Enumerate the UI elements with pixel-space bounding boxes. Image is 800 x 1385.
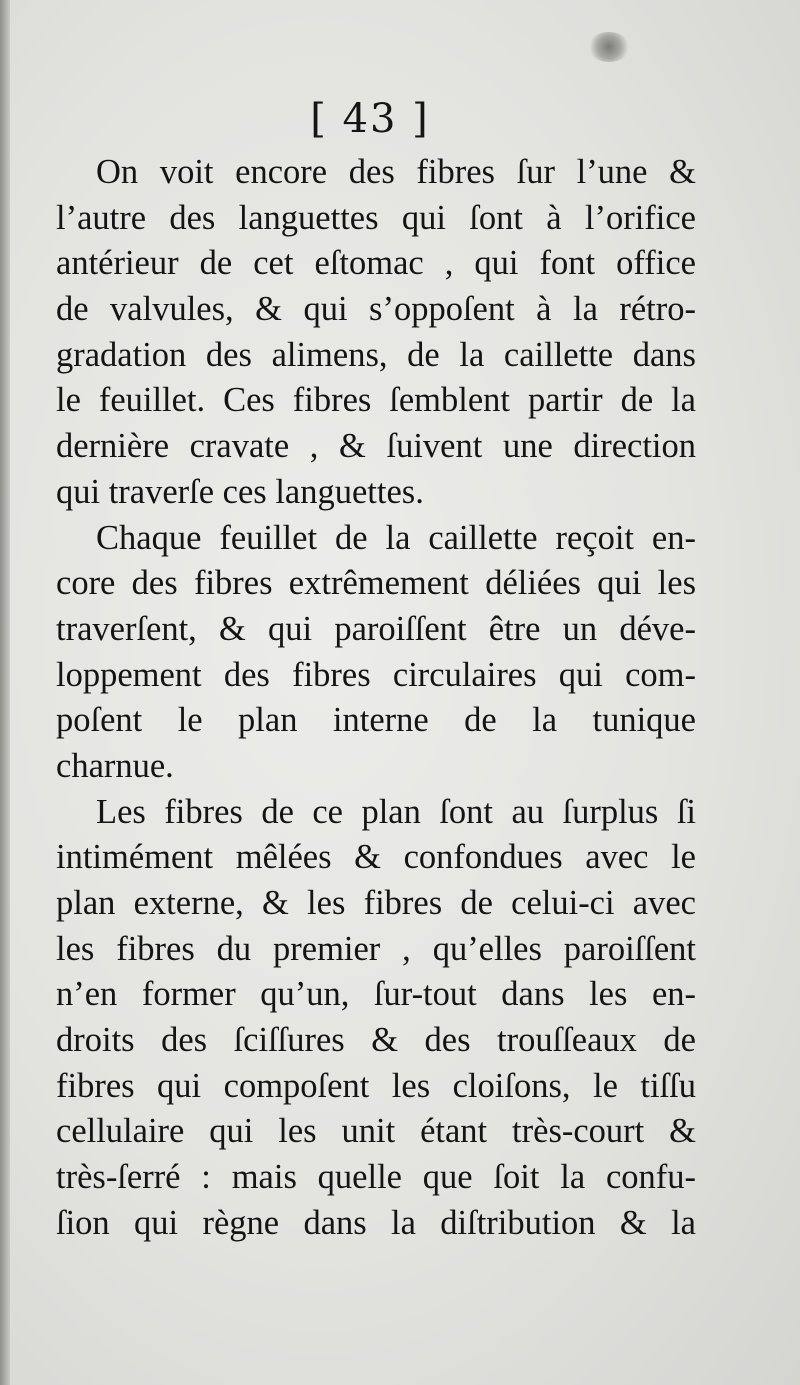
text-line: traverſent, & qui paroiſſent être un déve- (56, 609, 696, 648)
text-line: ſion qui règne dans la diſtribution & la (56, 1203, 696, 1242)
text-line: charnue. (56, 746, 174, 785)
text-line: Les fibres de ce plan ſont au ſurplus ſi (96, 792, 696, 831)
body-text (56, 150, 696, 1247)
text-line: On voit encore des fibres ſur l’une & (96, 153, 696, 191)
text-line: les fibres du premier , qu’elles paroiſſent (56, 929, 696, 968)
ink-stain (588, 32, 630, 62)
text-line: poſent le plan interne de la tunique (56, 701, 696, 740)
page-edge-shadow (0, 0, 10, 1385)
text-line: n’en former qu’un, ſur-tout dans les en- (56, 975, 696, 1014)
page-number: [ 43 ] (310, 96, 430, 142)
text-line: intimément mêlées & confondues avec le (56, 838, 696, 877)
text-line: fibres qui compoſent les cloiſons, le tiſſu (56, 1066, 696, 1105)
text-line: très-ſerré : mais quelle que ſoit la confu- (56, 1158, 696, 1197)
text-line: gradation des alimens, de la caillette dans (56, 335, 696, 374)
text-line: cellulaire qui les unit étant très-court & (56, 1112, 696, 1151)
text-line: Chaque feuillet de la caillette reçoit en- (96, 518, 696, 557)
text-line: dernière cravate , & ſuivent une direction (56, 427, 696, 466)
text-line: plan externe, & les fibres de celui-ci avec (56, 884, 696, 922)
text-line: core des fibres extrêmement déliées qui les (56, 564, 696, 603)
text-line: droits des ſciſſures & des trouſſeaux de (56, 1021, 696, 1060)
text-line: antérieur de cet eſtomac , qui font office (56, 244, 696, 283)
text-line: qui traverſe ces languettes. (56, 472, 424, 511)
text-line: loppement des fibres circulaires qui com- (56, 655, 696, 694)
text-line: de valvules, & qui s’oppoſent à la rétro- (56, 290, 696, 329)
text-line: l’autre des languettes qui ſont à l’orifice (56, 198, 696, 237)
text-line: le feuillet. Ces fibres ſemblent partir de la (56, 381, 696, 420)
